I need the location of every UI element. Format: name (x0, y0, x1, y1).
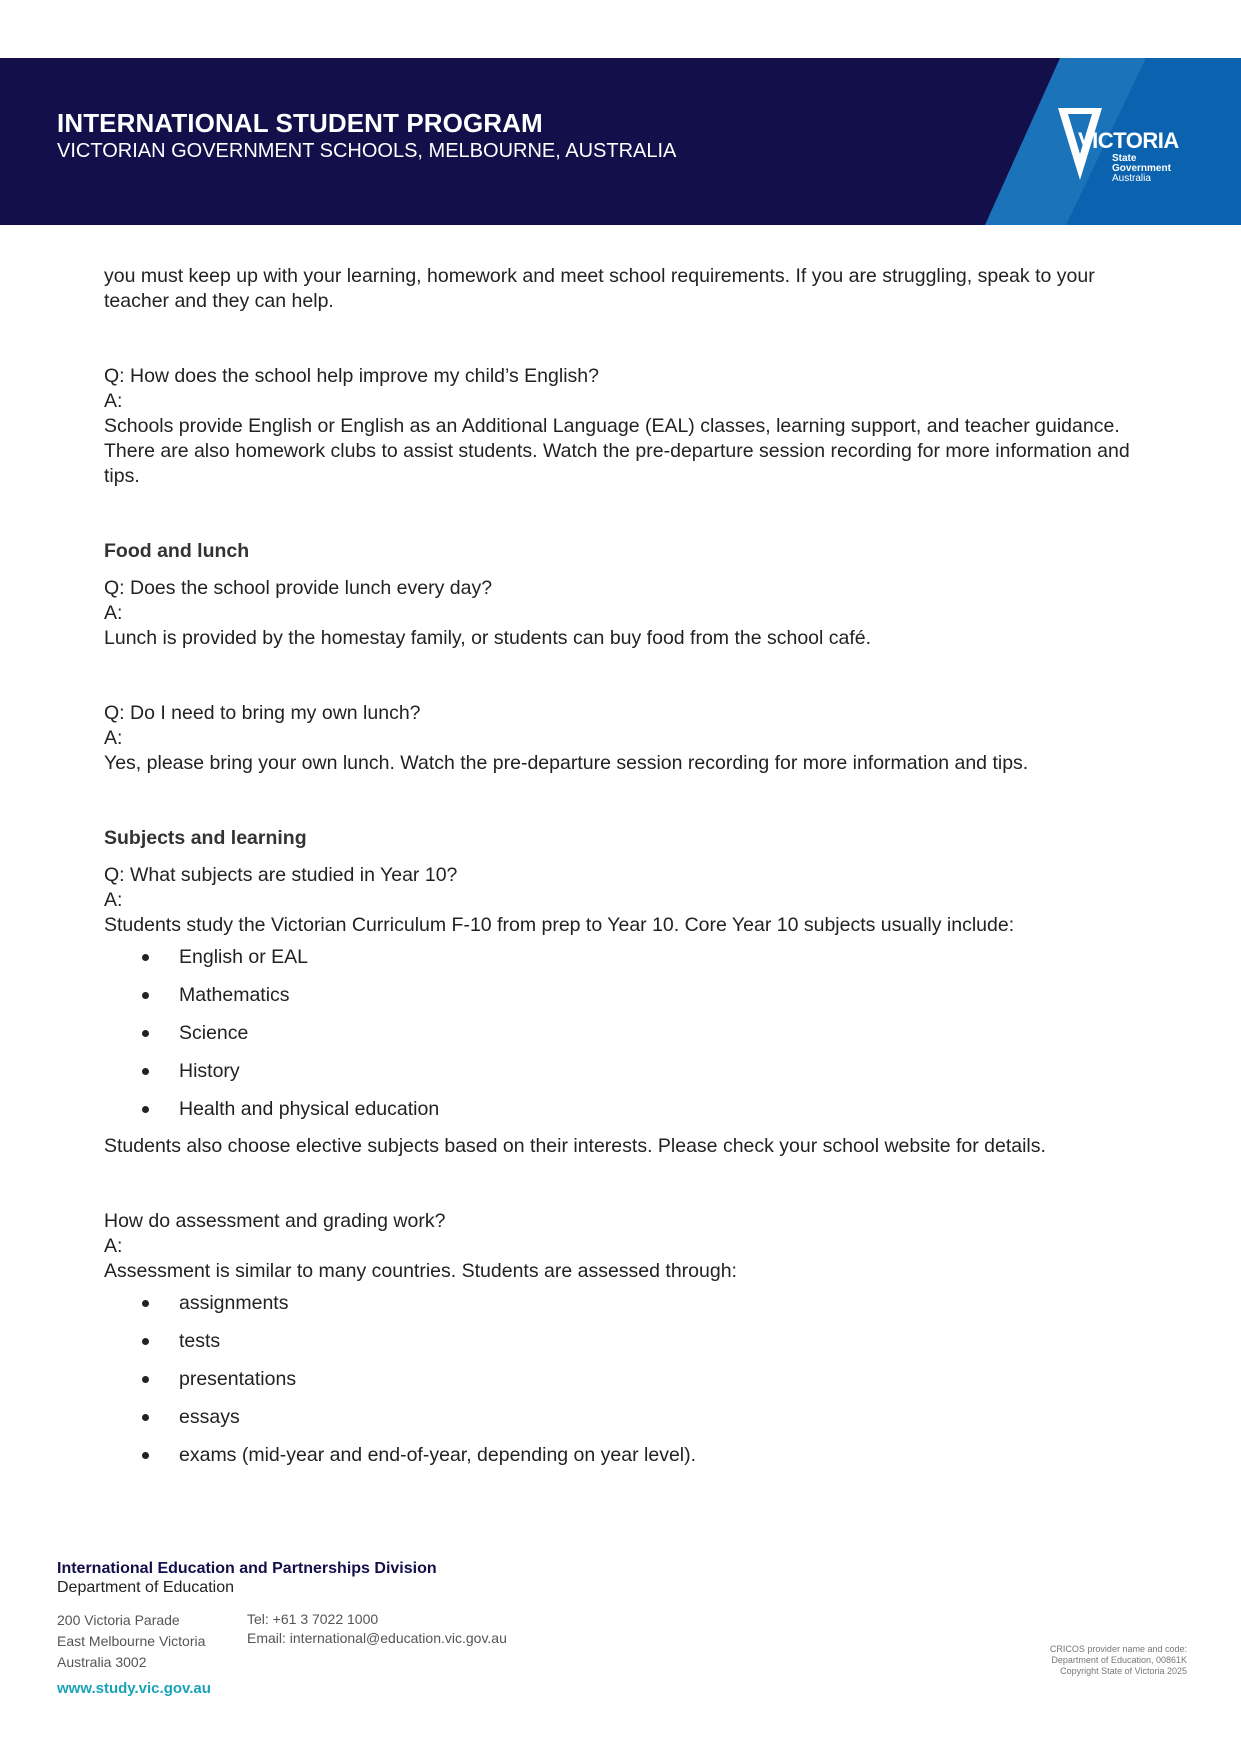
list-item: presentations (104, 1360, 1144, 1398)
list-item: English or EAL (104, 938, 1144, 976)
faq-answer-label: A: (104, 889, 123, 911)
bullet-icon (142, 954, 149, 961)
section-heading-subjects: Subjects and learning (104, 827, 307, 849)
page-content (104, 264, 1144, 1474)
faq-assessment (104, 1209, 1144, 1474)
victoria-logo (1058, 108, 1188, 190)
faq-answer-label: A: (104, 390, 123, 412)
bullet-icon (142, 992, 149, 999)
contact-block (247, 1610, 507, 1648)
bullet-icon (142, 1376, 149, 1383)
list-item: tests (104, 1322, 1144, 1360)
faq-question: Q: Do I need to bring my own lunch? (104, 702, 421, 724)
bullet-icon (142, 1030, 149, 1037)
intro-paragraph: you must keep up with your learning, homework and meet school requirements. If you are struggling, speak to your teacher and they can help. (104, 265, 1095, 312)
list-item: assignments (104, 1284, 1144, 1322)
faq-answer-label: A: (104, 727, 123, 749)
list-item: exams (mid-year and end-of-year, depending on year level). (104, 1436, 1144, 1474)
faq-answer: Assessment is similar to many countries. Students are assessed through: (104, 1260, 737, 1282)
bullet-icon (142, 1414, 149, 1421)
website-link[interactable]: www.study.vic.gov.au (57, 1680, 211, 1697)
bullet-icon (142, 1338, 149, 1345)
faq-question: Q: How does the school help improve my child’s English? (104, 365, 599, 387)
list-item: Mathematics (104, 976, 1144, 1014)
cricos-notice: CRICOS provider name and code: Department of Education, 00861K Copyright State of Victoria 2025 (1049, 1644, 1187, 1676)
faq-own-lunch (104, 701, 1144, 776)
department-name: Department of Education (57, 1579, 234, 1596)
faq-answer-label: A: (104, 1235, 123, 1257)
assessment-list (104, 1284, 1144, 1474)
page-footer (57, 1560, 1187, 1710)
address-block: 200 Victoria Parade East Melbourne Victoria Australia 3002 (57, 1612, 206, 1670)
faq-question: Q: Does the school provide lunch every day? (104, 577, 493, 599)
program-subtitle: VICTORIAN GOVERNMENT SCHOOLS, MELBOURNE, AUSTRALIA (57, 140, 677, 162)
faq-answer: Students study the Victorian Curriculum F-10 from prep to Year 10. Core Year 10 subjects usually include: (104, 914, 1015, 936)
list-item: Science (104, 1014, 1144, 1052)
bullet-icon (142, 1068, 149, 1075)
page-header (0, 58, 1241, 225)
faq-lunch-daily (104, 576, 1144, 651)
faq-answer: Yes, please bring your own lunch. Watch the pre-departure session recording for more information and tips. (104, 752, 1029, 774)
list-item: History (104, 1052, 1144, 1090)
faq-subjects (104, 863, 1144, 1159)
bullet-icon (142, 1452, 149, 1459)
subjects-after-text: Students also choose elective subjects based on their interests. Please check your school website for details. (104, 1135, 1046, 1157)
program-title: INTERNATIONAL STUDENT PROGRAM (57, 108, 543, 138)
faq-answer: Schools provide English or English as an Additional Language (EAL) classes, learning support, and teacher guidance. There are also homework clubs to assist students. Watch the pre-departure session recording for more information and tips. (104, 415, 1130, 487)
bullet-icon (142, 1300, 149, 1307)
faq-answer-label: A: (104, 602, 123, 624)
faq-english (104, 364, 1144, 489)
subjects-list (104, 938, 1144, 1128)
phone-number: Tel: +61 3 7022 1000 (247, 1611, 379, 1627)
list-item: essays (104, 1398, 1144, 1436)
bullet-icon (142, 1106, 149, 1113)
victoria-wordmark: VICTORIA (1078, 128, 1179, 153)
section-heading-food: Food and lunch (104, 540, 250, 562)
faq-question: Q: What subjects are studied in Year 10? (104, 864, 458, 886)
victoria-logo-subtext: State Government Australia (1112, 153, 1171, 184)
faq-question: How do assessment and grading work? (104, 1210, 446, 1232)
email-address[interactable]: Email: international@education.vic.gov.au (247, 1630, 507, 1646)
faq-answer: Lunch is provided by the homestay family, or students can buy food from the school café. (104, 627, 872, 649)
list-item: Health and physical education (104, 1090, 1144, 1128)
division-name: International Education and Partnerships Division (57, 1560, 437, 1577)
